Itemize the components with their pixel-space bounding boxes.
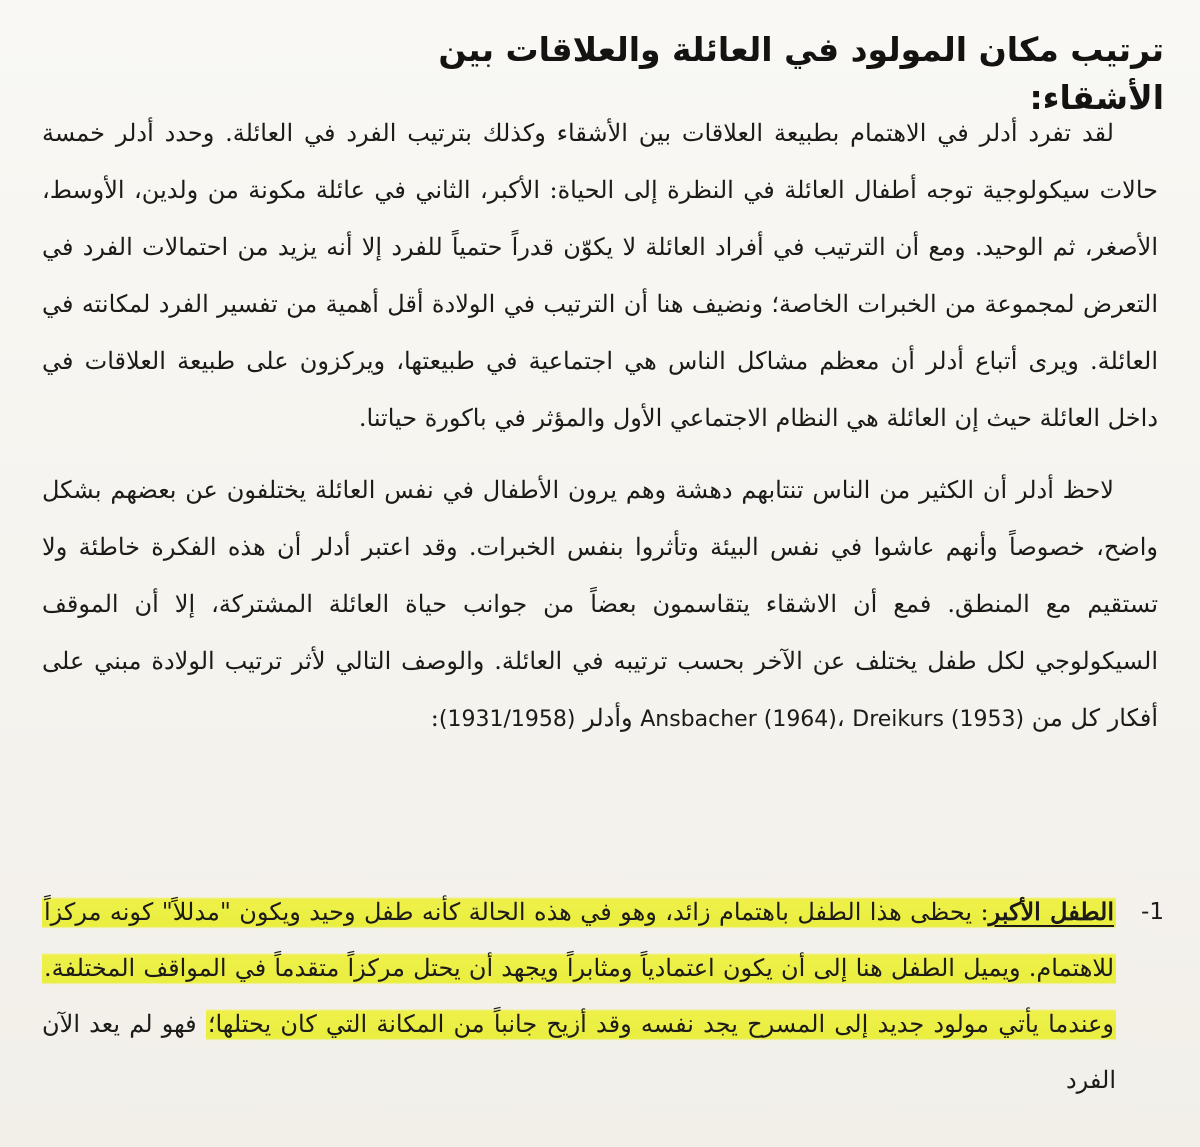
list-item-text (42, 884, 1116, 1108)
citation-separator: ، (836, 704, 853, 732)
list-item-continuation: فهو لم يعد الآن الفرد (42, 1010, 1116, 1094)
list-item-heading: الطفل الأكبر (988, 897, 1114, 926)
list-item-colon: : (972, 898, 989, 926)
citation-and-adler: وأدلر (575, 704, 641, 732)
list-item (42, 884, 1164, 1108)
paragraph-2-text: لاحظ أدلر أن الكثير من الناس تنتابهم دهشة وهم يرون الأطفال في نفس العائلة يختلفون عن بعضهم بشكل واضح، خصوصاً وأنهم عاشوا في نفس البيئة وتأثروا بنفس الخبرات. وقد اعتبر أدلر أن هذه الفكرة خاطئة ولا تستقيم مع المنطق. فمع أن الاشقاء يتقاسمون بعضاً من جوانب حياة العائلة المشتركة، إلا أن الموقف السيكولوجي لكل طفل يختلف عن الآخر بحسب ترتيبه في العائلة. والوصف التالي لأثر ترتيب الولادة مبني على أفكار كل من (42, 476, 1159, 732)
paragraph-1: لقد تفرد أدلر في الاهتمام بطبيعة العلاقات بين الأشقاء وكذلك بترتيب الفرد في العائلة. وحدد أدلر خمسة حالات سيكولوجية توجه أطفال العائلة في النظرة إلى الحياة: الأكبر، الثاني في عائلة مكونة من ولدين، الأوسط، الأصغر، ثم الوحيد. ومع أن الترتيب في أفراد العائلة لا يكوّن قدراً حتمياً للفرد إلا أنه يزيد من احتمالات الفرد في التعرض لمجموعة من الخبرات الخاصة؛ ونضيف هنا أن الترتيب في الولادة أقل أهمية من تفسير الفرد لمكانته في العائلة. ويرى أتباع أدلر أن معظم مشاكل الناس هي اجتماعية في طبيعتها، ويركزون على طبيعة العلاقات في داخل العائلة حيث إن العائلة هي النظام الاجتماعي الأول والمؤثر في باكورة حياتنا. (42, 119, 1159, 432)
citation-ansbacher: Ansbacher (1964) (640, 707, 837, 732)
body-text (42, 105, 1158, 748)
birth-order-list (42, 884, 1164, 1108)
section-title: ترتيب مكان المولود في العائلة والعلاقات بين الأشقاء: (438, 30, 1164, 117)
paragraph-2 (42, 462, 1158, 748)
citation-adler: (1931/1958) (438, 707, 576, 732)
paragraph-2-colon: : (430, 704, 439, 732)
list-item-number: 1- (1141, 899, 1164, 925)
list-item-body: يحظى هذا الطفل باهتمام زائد، وهو في هذه الحالة كأنه طفل وحيد ويكون "مدللاً" كونه مركزاً للاهتمام. ويميل الطفل هنا إلى أن يكون اعتمادياً ومثابراً ويجهد أن يحتل مركزاً متقدماً في المواقف المختلفة. وعندما يأتي مولود جديد إلى المسرح يجد نفسه وقد أزيح جانباً من المكانة التي كان يحتلها؛ (44, 898, 1115, 1038)
citation-dreikurs: Dreikurs (1953) (852, 707, 1025, 732)
